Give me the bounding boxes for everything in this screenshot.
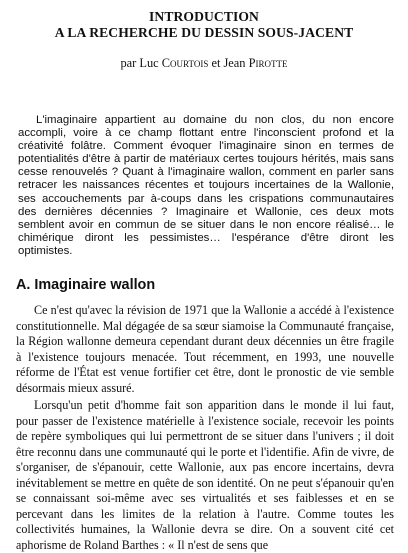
page-title [14,9,394,41]
title-line-1: INTRODUCTION [149,9,259,24]
authors-line [14,56,394,71]
title-line-2: A LA RECHERCHE DU DESSIN SOUS-JACENT [54,25,354,40]
intro-block [14,114,394,258]
body-paragraph-1: Ce n'est qu'avec la révision de 1971 que la Wallonie a accédé à l'existence constitutionnelle. Mal dégagée de sa sœur siamoise la Communauté française, la Région wallonne demeura cependant durant deux décennies un être fragile à l'existence toujours menacée. Tout récemment, en 1993, une nouvelle réforme de l'État est venue fortifier cet être, dont le pronostic de vie semble désormais mieux assuré. [16,303,394,395]
author2-surname: Pirotte [248,56,288,70]
section-body [14,303,394,553]
body-paragraph-2: Lorsqu'un petit d'homme fait son apparition dans le monde il lui faut, pour passer de l'existence matérielle à l'existence sociale, recevoir les points de repère symboliques qui lui permettront de se situer dans l'univers ; il doit être reconnu dans une communauté qui le porte et l'identifie. Afin de vivre, de s'organiser, de s'épanouir, cette Wallonie, aux pas encore incertains, devra inévitablement se mettre en quête de son identité. On ne peut s'épanouir qu'en se connaissant soi-même avec ses virtualités et ses faiblesses et en se percevant dans les limites de la relation à l'autre. Comme toutes les collectivités humaines, la Wallonie devra se dire. On a souvent cité cet aphorisme de Roland Barthes : « Il n'est de sens que [16,398,394,552]
author1-surname: Courtois [161,56,209,70]
authors-and: et Jean [208,56,249,70]
intro-paragraph: L'imaginaire appartient au domaine du non clos, du non encore accompli, voire à ce champ flottant entre l'inconscient profond et la créativité folâtre. Comment évoquer l'imaginaire sinon en termes de potentialités d'être à partir de matériaux certes toujours hérités, mais sans cesse renouvelés ? Quant à l'imaginaire wallon, comment en parler sans retracer les naissances récentes et toujours incertaines de la Wallonie, ses accouchements par à-coups dans les crispations communautaires des dernières décennies ? Imaginaire et Wallonie, ces deux mots semblent avoir en commun de se situer dans le non encore réalisé… le chimérique diront les pessimistes… l'espérance d'être diront les optimistes. [18,114,394,257]
section-heading: A. Imaginaire wallon [16,277,156,294]
authors-prefix: par Luc [120,56,162,70]
